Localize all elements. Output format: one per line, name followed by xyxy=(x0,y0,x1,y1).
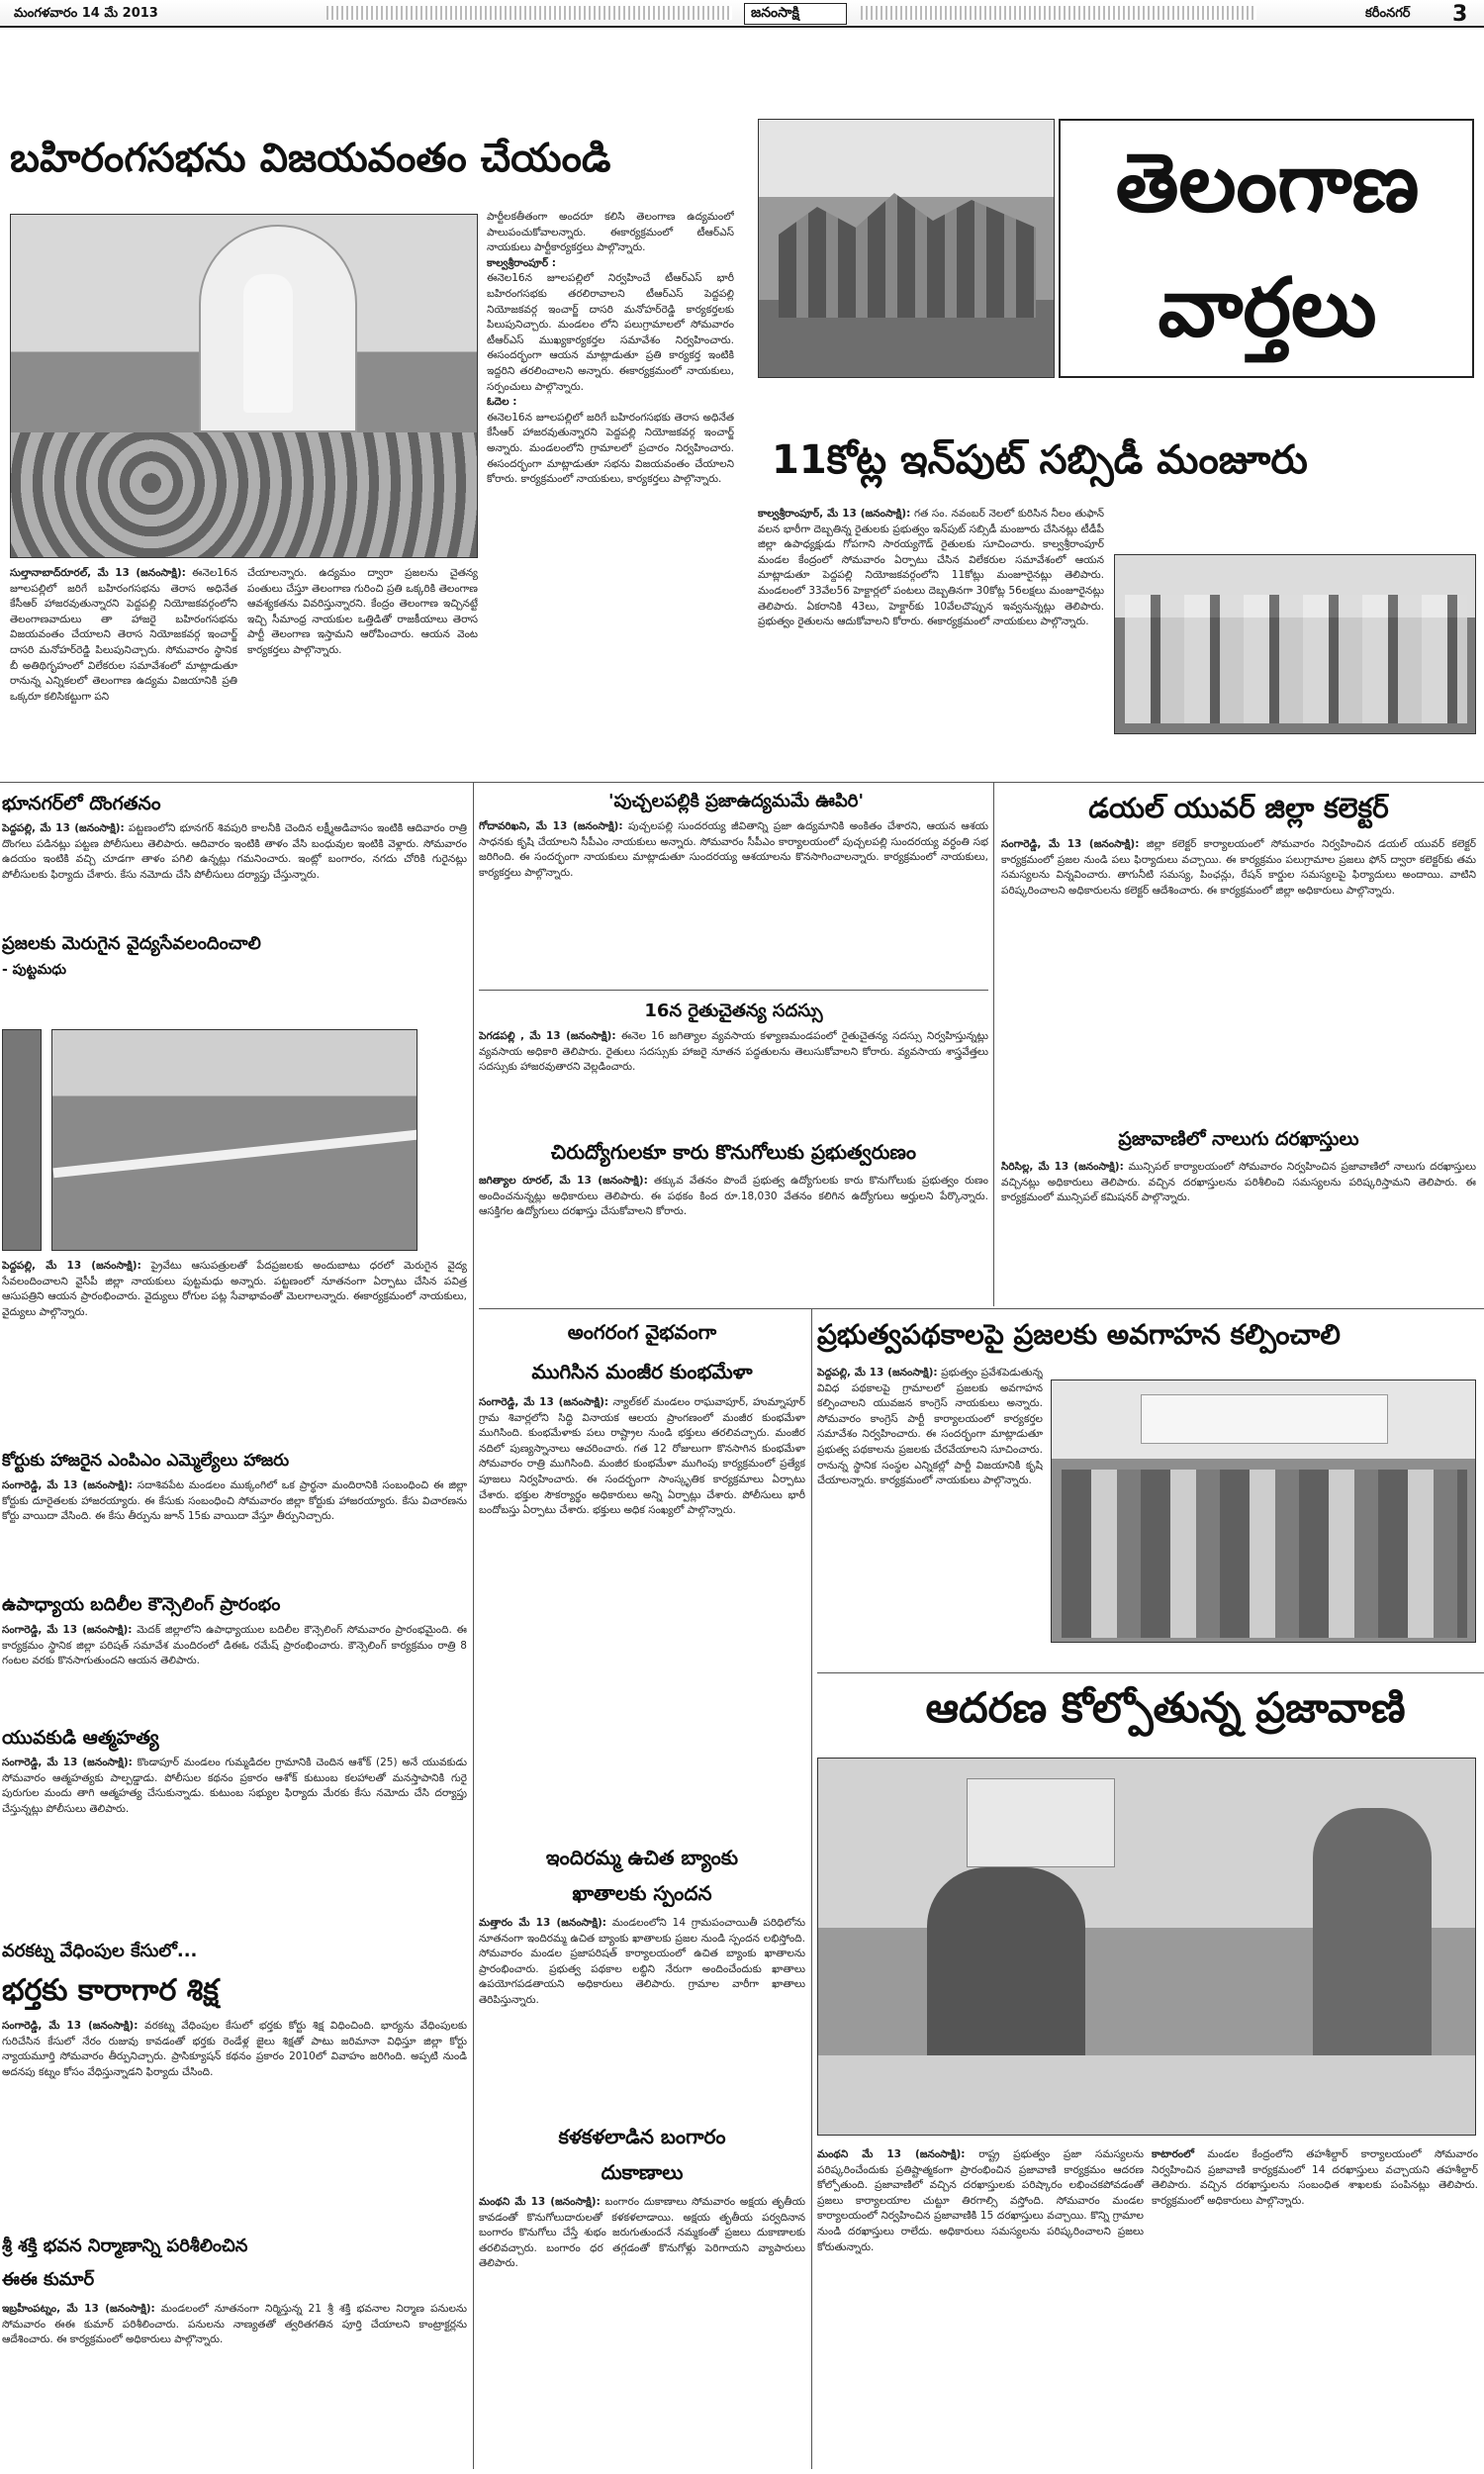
a5-headline: కోర్టుకు హాజరైన ఎంపిఎం ఎమ్మెల్యేలు హాజరు xyxy=(2,1451,290,1471)
a4-dateline: పెద్దపల్లి, మే 13 (జనంసాక్షి): xyxy=(2,1260,141,1272)
a2-photo xyxy=(1114,554,1476,734)
a9-headline-2: ఈఈ కుమార్‌ xyxy=(2,2269,95,2290)
a13-headline: డయల్‌ యువర్‌ జిల్లా కలెక్టర్‌ xyxy=(1088,792,1389,824)
a15-headline: అంగరంగ వైభవంగా xyxy=(567,1320,717,1344)
a2-photo-people xyxy=(1125,595,1467,723)
a7-dateline: సంగారెడ్డి, మే 13 (జనంసాక్షి): xyxy=(2,1757,133,1768)
a14-body: మున్సిపల్‌ కార్యాలయంలో సోమవారం నిర్వహించిన ప్రజావాణిలో నాలుగు దరఖాస్తులు వచ్చినట్లు అధికారులు తెలిపారు. వచ్చిన దరఖాస్తులను పరిశీలించి సమస్యలను పరిష్కరిస్తామని తెలిపారు. ఈ కార్యక్రమంలో మున్సిపల్‌ కమిషనర్‌ పాల్గొన్నారు. xyxy=(1001,1161,1476,1204)
a4-text xyxy=(2,1259,467,1437)
a6-headline: ఉపాధ్యాయ బదిలీల కౌన్సెలింగ్‌ ప్రారంభం xyxy=(2,1594,281,1615)
masthead-stripe-left xyxy=(326,6,732,20)
a19-photo-woman xyxy=(1313,1808,1432,2085)
a17-dateline: మంథని మే 13 (జనంసాక్షి): xyxy=(479,2196,601,2208)
a4-body: ప్రైవేటు ఆసుపత్రులతో పేదప్రజలకు అందుబాటు ధరలో మెరుగైన వైద్య సేవలందించాలని వైసీపీ జిల్లా నాయకులు పుట్టమధు అన్నారు. పట్టణంలో నూతనంగా ఏర్పాటు చేసిన పవిత్ర ఆసుపత్రిని ఆయన ప్రారంభించారు. వైద్యులు రోగుల పట్ల సేవాభావంతో మెలగాలన్నారు. ఈకార్యక్రమంలో నాయకులు, వైద్యులు పాల్గొన్నారు. xyxy=(2,1260,467,1318)
masthead-logo xyxy=(744,3,847,25)
a2-headline: 11కోట్ల ఇన్‌పుట్‌ సబ్సిడీ మంజూరు xyxy=(772,437,1308,483)
section-banner-photo xyxy=(758,119,1055,378)
a6-body: మెదక్‌ జిల్లాలోని ఉపాధ్యాయుల బదిలీల కౌన్సెలింగ్‌ సోమవారం ప్రారంభమైంది. ఈ కార్యక్రమం స్థానిక జిల్లా పరిషత్‌ సమావేశ మందిరంలో డిఈఓ రమేష్‌ ప్రారంభించారు. కౌన్సెలింగ్‌ కార్యక్రమం రాత్రి 8 గంటల వరకు కొనసాగుతుందని ఆయన తెలిపారు. xyxy=(2,1624,467,1667)
section-banner xyxy=(1059,119,1474,378)
a7-headline: యువకుడి ఆత్మహత్య xyxy=(2,1727,159,1749)
a19-subhead: కాటారంలో xyxy=(1152,2148,1194,2160)
a18-photo xyxy=(1051,1380,1476,1643)
a2-text-col1 xyxy=(758,507,1104,774)
a1-text-1: ఈనెల16న జూలపల్లిలో జరిగే బహిరంగసభను తెరాస అధినేత కేసీఆర్‌ హాజరవుతున్నారని పెద్దపల్లి నియోజకవర్గంలోని తెలంగాణవాదులు తా హాజరై బహిరంగసభను విజయవంతం చేయాలని తెరాస నియోజకవర్గ ఇంచార్జ్‌ దాసరి మనోహర్‌రెడ్డి పిలుపునిచ్చారు. సోమవారం స్థానిక బీ అతిథిగృహంలో విలేకరుల సమావేశంలో మాట్లాడుతూ రానున్న ఎన్నికలలో తెలంగాణ ఉద్యమ విజయానికి ప్రతి ఒక్కరూ కలిసికట్టుగా పని xyxy=(10,567,237,703)
a2-text-col2 xyxy=(1114,738,1476,774)
a5-body: సదాశివపేట మండలం ముక్కంగిలో ఒక ప్రార్థనా మందిరానికి సంబంధించి ఈ జిల్లా కోర్టుకు దూరైతలకు హాజరయ్యారు. ఈ కేసుకు సంబంధించి సోమవారం జిల్లా కోర్టుకు హాజరయ్యారు. కేసు విచారణను కోర్టు వాయిదా వేసింది. ఈ కేసు తీర్పును జూన్‌ 15కు వాయిదా వేస్తూ తీర్పునిచ్చారు. xyxy=(2,1479,467,1523)
masthead-stripe-right xyxy=(861,6,1256,20)
page-number: 3 xyxy=(1452,2,1468,26)
a14-headline: ప్రజావాణిలో నాలుగు దరఖాస్తులు xyxy=(1118,1128,1359,1150)
a12-dateline: జగిత్యాల రూరల్‌, మే 13 (జనంసాక్షి): xyxy=(479,1175,648,1187)
a9-body: మండలంలో నూతనంగా నిర్మిస్తున్న 21 శ్రీ శక్తి భవనాల నిర్మాణ పనులను సోమవారం ఈఈ కుమార్‌ పరిశీలించారు. పనులను నాణ్యతతో త్వరితగతిన పూర్తి చేయాలని కాంట్రాక్టర్లను ఆదేశించారు. ఈ కార్యక్రమంలో అధికారులు పాల్గొన్నారు. xyxy=(2,2303,467,2346)
a14-text xyxy=(1001,1160,1476,1300)
a19-dateline: మంథని మే 13 (జనంసాక్షి): xyxy=(817,2148,966,2160)
a18-body: ప్రభుత్వం ప్రవేశపెడుతున్న వివిధ పథకాలపై గ్రామాలలో ప్రజలకు అవగాహన కల్పించాలని యువజన కాంగ్రెస్‌ నాయకులు అన్నారు. సోమవారం కాంగ్రెస్‌ పార్టీ కార్యాలయంలో కార్యకర్తల సమావేశం నిర్వహించారు. ఈ సందర్భంగా మాట్లాడుతూ ప్రభుత్వ పథకాలను ప్రజలకు చేరవేయాలని సూచించారు. రానున్న స్థానిక సంస్థల ఎన్నికల్లో పార్టీ విజయానికి కృషి చేయాలన్నారు. కార్యక్రమంలో నాయకులు పాల్గొన్నారు. xyxy=(817,1367,1043,1487)
a2-dateline: కాల్వశ్రీరాంపూర్‌, మే 13 (జనంసాక్షి): xyxy=(758,508,911,520)
a19-photo xyxy=(817,1758,1476,2136)
masthead-district: కరీంనగర్ xyxy=(1365,6,1411,21)
a13-body: జిల్లా కలెక్టర్‌ కార్యాలయంలో సోమవారం నిర్వహించిన డయల్‌ యువర్‌ కలెక్టర్‌ కార్యక్రమంలో ప్రజల నుండి పలు ఫిర్యాదులు వచ్చాయి. ఈ కార్యక్రమం పలుగ్రామాల ప్రజలు ఫోన్‌ ద్వారా కలెక్టర్‌కు తమ సమస్యలను విన్నవించారు. తాగునీటి సమస్య, పింఛన్లు, రేషన్‌ కార్డుల సమస్యలపై ఫిర్యాదులు అందాయి. వాటిని పరిష్కరించాలని అధికారులను కలెక్టర్‌ ఆదేశించారు. ఈ కార్యక్రమంలో జిల్లా అధికారులు పాల్గొన్నారు. xyxy=(1001,838,1476,897)
a15-dateline: సంగారెడ్డి, మే 13 (జనంసాక్షి): xyxy=(479,1396,609,1408)
a17-headline: కళకళలాడిన బంగారం xyxy=(558,2125,726,2148)
a1-text-4: ఈనెల16న జూలపల్లిలో నిర్వహించే టీఆర్‌ఎస్‌ భారీ బహిరంగసభకు తరలిరావాలని టీఆర్‌ఎస్‌ పెద్దపల్లి నియోజకవర్గ ఇంచార్జ్‌ దాసరి మనోహర్‌రెడ్డి కార్యకర్తలకు పిలుపునిచ్చారు. మండలం లోని పలుగ్రామాలలో సోమవారం టీఆర్‌ఎస్‌ ముఖ్యకార్యకర్తల సమావేశం నిర్వహించారు. ఈసందర్భంగా ఆయన మాట్లాడుతూ ప్రతి కార్యకర్త ఇంటికి ఇద్దరిని తరలించాలని అన్నారు. ఈకార్యక్రమంలో నాయకులు, సర్పంచులు పాల్గొన్నారు. xyxy=(487,272,734,393)
masthead-date: మంగళవారం 14 మే 2013 xyxy=(14,6,158,21)
divider-right-3 xyxy=(817,1672,1484,1673)
a12-text xyxy=(479,1174,988,1302)
a1-subhead-1: కాల్వశ్రీరాంపూర్‌ : xyxy=(487,256,557,269)
divider-mid-2 xyxy=(479,1308,1484,1309)
a5-text xyxy=(2,1478,467,1583)
a19-text-col2 xyxy=(1152,2147,1478,2466)
a3-body: పట్టణంలోని భూనగర్‌ శివపురి కాలనీకి చెందిన లక్ష్మీఅడివాసం ఇంటికి ఆదివారం రాత్రి దొంగలు పడినట్లు పట్టణ పోలీసులు తెలిపారు. ఆదివారం ఇంటికి తాళం వేసి బంధువుల ఇంటికి వెళ్లారు. సోమవారం ఉదయం ఇంటికి వచ్చి చూడగా తాళం పగిలి ఉన్నట్లు గమనించారు. ఇంట్లో బంగారం, నగదు చోరికి గురైనట్లు పోలీసులకు ఫిర్యాదు చేశారు. కేసు నమోదు చేసి పోలీసులు దర్యాప్తు చేస్తున్నారు. xyxy=(2,822,467,881)
a6-dateline: సంగారెడ్డి, మే 13 (జనంసాక్షి): xyxy=(2,1624,133,1636)
divider-top-left xyxy=(0,782,1484,783)
masthead-paper-name: జనంసాక్షి xyxy=(751,5,799,21)
a4-headline: ప్రజలకు మెరుగైన వైద్యసేవలందించాలి xyxy=(2,933,261,954)
a18-headline: ప్రభుత్వపథకాలపై ప్రజలకు అవగాహన కల్పించాలి xyxy=(817,1318,1341,1351)
a8-body: వరకట్న వేధింపుల కేసులో భర్తకు కోర్టు శిక్ష విధించింది. భార్యను వేధింపులకు గురిచేసిన కేసులో నేరం రుజువు కావడంతో భర్తకు రెండేళ్ల జైలు శిక్షతో పాటు జరిమానా విధిస్తూ జిల్లా కోర్టు న్యాయమూర్తి సోమవారం తీర్పునిచ్చారు. ప్రాసిక్యూషన్‌ కథనం ప్రకారం 2010లో వివాహం జరిగింది. అప్పటి నుండి అదనపు కట్నం కోసం వేధిస్తున్నాడని ఫిర్యాదు చేసింది. xyxy=(2,2020,467,2078)
a19-headline: ఆదరణ కోల్పోతున్న ప్రజావాణి xyxy=(925,1683,1406,1732)
a11-text xyxy=(479,1029,988,1128)
a8-headline: భర్తకు కారాగార శిక్ష xyxy=(2,1973,219,2008)
a15-body: న్యాల్‌కల్‌ మండలం రాఘవాపూర్‌, హుమ్నాపూర్‌ గ్రామ శివార్లలోని సిద్ధి వినాయక ఆలయ ప్రాంగణంలో మంజీర కుంభమేళా ముగిసింది. కుంభమేళాకు పలు రాష్ట్రాల నుండి భక్తులు తరలివచ్చారు. మంజీర నదిలో పుణ్యస్నానాలు ఆచరించారు. గత 12 రోజులుగా కొనసాగిన కుంభమేళా సోమవారం రాత్రి ముగిసింది. మంజీర కుంభమేళా ముగింపు కార్యక్రమంలో ప్రత్యేక పూజలు నిర్వహించారు. ఈ సందర్భంగా సాంస్కృతిక కార్యక్రమాలు ఏర్పాటు చేశారు. భక్తుల సౌకర్యార్థం అధికారులు అన్ని ఏర్పాట్లు చేశారు. పోలీసులు భారీ బందోబస్తు ఏర్పాటు చేశారు. భక్తులు అధిక సంఖ్యలో పాల్గొన్నారు. xyxy=(479,1396,805,1517)
section-title-line2: వార్తలు xyxy=(1158,261,1377,355)
a16-dateline: మత్తారం మే 13 (జనంసాక్షి): xyxy=(479,1917,606,1929)
a12-headline: చిరుద్యోగులకూ కారు కొనుగోలుకు ప్రభుత్వరుణం xyxy=(550,1140,917,1164)
a14-dateline: సిరిసిల్ల, మే 13 (జనంసాక్షి): xyxy=(1001,1161,1124,1173)
a16-headline-2: ఖాతాలకు స్పందన xyxy=(572,1881,712,1905)
a18-photo-banner xyxy=(1141,1394,1388,1444)
a4-photo-1 xyxy=(2,1029,42,1251)
a5-dateline: సంగారెడ్డి, మే 13 (జనంసాక్షి): xyxy=(2,1479,133,1491)
a10-headline: 'పుచ్చలపల్లికి ప్రజాఉద్యమమే ఊపిరి' xyxy=(608,791,864,811)
divider-mid-1 xyxy=(479,990,988,991)
divider-col-left xyxy=(473,782,474,2469)
a18-photo-people xyxy=(1062,1470,1467,1638)
a8-dateline: సంగారెడ్డి, మే 13 (జనంసాక్షి): xyxy=(2,2020,139,2032)
a1-photo-crowd xyxy=(11,432,478,558)
a11-headline: 16న రైతుచైతన్య సదస్సు xyxy=(644,1000,823,1021)
a1-text-2: చేయాలన్నారు. ఉద్యమం ద్వారా ప్రజలను చైతన్య పంతులు చేస్తూ తెలంగాణ గురించి ప్రతి ఒక్కరికి తెలంగాణ ఆవశ్యకతను వివరిస్తున్నారని. కేంద్రం తెలంగాణ ఇచ్చినట్టే ఇచ్చి సీమాంధ్ర నాయకుల ఒత్తిడితో రాజకీయాలు తెరాస పార్టీ తెలంగాణ ఇస్తామని ఆరోపించారు. ఆయన వెంట కార్యకర్తలు పాల్గొన్నారు. xyxy=(247,567,478,656)
a11-body: ఈనెల 16 జగిత్యాల వ్యవసాయ కళ్యాణమండపంలో రైతుచైతన్య సదస్సు నిర్వహిస్తున్నట్లు వ్యవసాయ అధికారి తెలిపారు. రైతులు సదస్సుకు హాజరై నూతన పద్ధతులను తెలుసుకోవాలని కోరారు. వ్యవసాయ శాస్త్రవేత్తలు సదస్సుకు హాజరవుతారని వెల్లడించారు. xyxy=(479,1030,988,1074)
a17-body: బంగారం దుకాణాలు సోమవారం అక్షయ తృతీయ కావడంతో కొనుగోలుదారులతో కళకళలాడాయి. అక్షయ తృతీయ పర్వదినాన బంగారం కొనుగోలు చేస్తే శుభం జరుగుతుందనే నమ్మకంతో ప్రజలు దుకాణాలకు తరలివచ్చారు. బంగారం ధర తగ్గడంతో కొనుగోళ్లు పెరిగాయని వ్యాపారులు తెలిపారు. xyxy=(479,2196,805,2270)
a3-headline: భూనగర్‌లో దొంగతనం xyxy=(2,793,161,814)
divider-col-mid xyxy=(993,782,994,1306)
a7-body: కొండాపూర్‌ మండలం గుమ్మడిదల గ్రామానికి చెందిన ఆశోక్‌ (25) అనే యువకుడు సోమవారం ఆత్మహత్యకు పాల్పడ్డాడు. పోలీసుల కథనం ప్రకారం ఆశోక్‌ కుటుంబ కలహాలతో మనస్తాపానికి గురై పురుగుల మందు తాగి ఆత్మహత్య చేసుకున్నాడు. కుటుంబ సభ్యుల ఫిర్యాదు మేరకు కేసు నమోదు చేసి దర్యాప్తు చేస్తున్నట్లు పోలీసులు తెలిపారు. xyxy=(2,1757,467,1815)
divider-col-narrow xyxy=(811,1308,812,2469)
a2-text: గత సం. నవంబర్‌ నెలలో కురిసిన నీలం తుఫాన్‌ వలన భారీగా దెబ్బతిన్న రైతులకు ప్రభుత్వం ఇన్‌పుట్‌ సబ్సిడీ మంజూరు చేసినట్లు టీడీపీ జిల్లా ఉపాధ్యక్షుడు గోపగాని సారయ్యగౌడ్‌ రైతులకు సూచించారు. కాల్వశ్రీరాంపూర్‌ మండల కేంద్రంలో సోమవారం ఏర్పాటు చేసిన విలేకరుల సమావేశంలో ఆయన మాట్లాడుతూ పెద్దపల్లి నియోజకవర్గంలోని 11కోట్లు మంజూరైనట్లు తెలిపారు. మండలంలో 33వేల56 హెక్టార్లలో పంటలు దెబ్బతినగా 30కోట్ల 56లక్షలు మంజూరైనట్లు తెలిపారు. ఏకరానికి 43లు, హెక్టార్‌కు 10వేలచొప్పున ఇవ్వనున్నట్లు తెలిపారు. ప్రభుత్వం రైతులను ఆదుకోవాలని కోరారు. ఈకార్యక్రమంలో నాయకులు పాల్గొన్నారు. xyxy=(758,508,1104,628)
a1-text-3: పార్టీలకతీతంగా అందరూ కలిసి తెలంగాణ ఉద్యమంలో పాలుపంచుకోవాలన్నారు. ఈకార్యక్రమంలో టీఆర్‌ఎస్‌ నాయకులు పార్టీకార్యకర్తలు పాల్గొన్నారు. xyxy=(487,211,734,254)
a19-photo-map xyxy=(967,1778,1115,1867)
a1-col2 xyxy=(247,566,478,784)
ribbon xyxy=(52,1130,417,1179)
a8-text xyxy=(2,2019,467,2227)
a9-text xyxy=(2,2302,467,2466)
a10-body: పుచ్చలపల్లి సుందరయ్య జీవితాన్ని ప్రజా ఉద్యమానికి అంకితం చేశారని, ఆయన ఆశయ సాధనకు కృషి చేయాలని సీపీఎం నాయకులు అన్నారు. సోమవారం సీపీఎం కార్యాలయంలో పుచ్చలపల్లి సుందరయ్య వర్ధంతి సభ జరిగింది. ఈ సందర్భంగా నాయకులు మాట్లాడుతూ సుందరయ్య ఆశయాలను కొనసాగించాలన్నారు. కార్యక్రమంలో నాయకులు, కార్యకర్తలు పాల్గొన్నారు. xyxy=(479,820,988,879)
section-title-line1: తెలంగాణ xyxy=(1115,137,1420,231)
a16-headline: ఇందిరమ్మ ఉచిత బ్యాంకు xyxy=(545,1846,739,1869)
a13-text xyxy=(1001,837,1476,1118)
a1-headline: బహిరంగసభను విజయవంతం చేయండి xyxy=(10,136,611,181)
a15-headline-2: ముగిసిన మంజీర కుంభమేళా xyxy=(531,1360,753,1383)
a19-text-col1 xyxy=(817,2147,1144,2466)
a19-body: రాష్ట్ర ప్రభుత్వం ప్రజా సమస్యలను పరిష్కరించేందుకు ప్రతిష్టాత్మకంగా ప్రారంభించిన ప్రజావాణి కార్యక్రమం ఆదరణ కోల్పోతుంది. ప్రజావాణిలో వచ్చిన దరఖాస్తులకు పరిష్కారం లభించకపోవడంతో ప్రజలు కార్యాలయాల చుట్టూ తిరగాల్సి వస్తోంది. సోమవారం మండల కార్యాలయంలో నిర్వహించిన ప్రజావాణికి 15 దరఖాస్తులు వచ్చాయి. కొన్ని గ్రామాల నుండి దరఖాస్తులు రాలేదు. అధికారులు సమస్యలను పరిష్కరించాలని ప్రజలు కోరుతున్నారు. xyxy=(817,2148,1144,2253)
a19-photo-desk xyxy=(818,2055,1476,2136)
a18-text xyxy=(817,1366,1043,1663)
a1-photo-speaker xyxy=(243,274,293,413)
a8-kicker: వరకట్న వేధింపుల కేసులో... xyxy=(2,1941,198,1961)
a6-text xyxy=(2,1623,467,1716)
a3-dateline: పెద్దపల్లి, మే 13 (జనంసాక్షి): xyxy=(2,822,125,834)
a18-dateline: పెద్దపల్లి, మే 13 (జనంసాక్షి): xyxy=(817,1367,938,1379)
a3-text xyxy=(2,821,467,920)
a10-dateline: గోదావరిఖని, మే 13 (జనంసాక్షి): xyxy=(479,820,623,832)
a4-byline: - పుట్టమధు xyxy=(2,962,67,978)
fort-ruins xyxy=(779,179,1036,318)
a1-photo xyxy=(10,214,478,558)
a1-col1 xyxy=(10,566,237,784)
a11-dateline: పెగడపల్లి , మే 13 (జనంసాక్షి): xyxy=(479,1030,616,1042)
a10-text xyxy=(479,819,988,990)
a15-text xyxy=(479,1395,805,1831)
a12-body: తక్కువ వేతనం పొందే ప్రభుత్వ ఉద్యోగులకు కారు కొనుగోలుకు ప్రభుత్వం రుణం అందించనున్నట్లు అధికారులు తెలిపారు. ఈ పథకం కింద రూ.18,030 వేతనం కలిగిన ఉద్యోగులు అర్హులని పేర్కొన్నారు. ఆసక్తిగల ఉద్యోగులు దరఖాస్తు చేసుకోవాలని కోరారు. xyxy=(479,1175,988,1218)
a16-text xyxy=(479,1916,805,2114)
a16-body: మండలంలోని 14 గ్రామపంచాయితీ పరిధిలోను నూతనంగా ఇందిరమ్మ ఉచిత బ్యాంకు ఖాతాలకు ప్రజల నుండి స్పందన లభిస్తోంది. సోమవారం మండల ప్రజాపరిషత్‌ కార్యాలయంలో ఉచిత బ్యాంకు ఖాతాలను ప్రారంభించారు. ప్రభుత్వ పథకాల లబ్ధిని నేరుగా అందించేందుకు ఖాతాలు ఉపయోగపడతాయని అధికారులు తెలిపారు. గ్రామాల వారీగా ఖాతాలు తెరిపిస్తున్నారు. xyxy=(479,1917,805,2006)
a17-headline-2: దుకాణాలు xyxy=(601,2160,684,2184)
a1-col3 xyxy=(487,210,734,784)
a9-headline: శ్రీ శక్తి భవన నిర్మాణాన్ని పరిశీలించిన xyxy=(2,2236,248,2256)
a1-subhead-2: ఓదెల : xyxy=(487,396,517,409)
a17-text xyxy=(479,2195,805,2466)
a9-dateline: ఇబ్రహీంపట్నం, మే 13 (జనంసాక్షి): xyxy=(2,2303,155,2315)
masthead-bar xyxy=(0,0,1484,28)
a7-text xyxy=(2,1756,467,1924)
a19-body-2: మండల కేంద్రంలోని తహశీల్దార్‌ కార్యాలయంలో సోమవారం నిర్వహించిన ప్రజావాణి కార్యక్రమంలో 14 దరఖాస్తులు వచ్చాయని తహశీల్దార్‌ తెలిపారు. వచ్చిన దరఖాస్తులను సంబంధిత శాఖలకు పంపినట్లు తెలిపారు. కార్యక్రమంలో అధికారులు పాల్గొన్నారు. xyxy=(1152,2148,1478,2207)
a1-text-5: ఈనెల16న జూలపల్లిలో జరిగే బహిరంగసభకు తెరాస అధినేత కేసీఆర్‌ హాజరవుతున్నారని పెద్దపల్లి నియోజకవర్గ ఇంచార్జ్‌ అన్నారు. మండలంలోని గ్రామాలలో ప్రచారం నిర్వహించారు. ఈసందర్భంగా మాట్లాడుతూ సభను విజయవంతం చేయాలని కోరారు. కార్యక్రమంలో నాయకులు, కార్యకర్తలు పాల్గొన్నారు. xyxy=(487,411,734,486)
a13-dateline: సంగారెడ్డి, మే 13 (జనంసాక్షి): xyxy=(1001,838,1140,850)
a4-photo-2 xyxy=(51,1029,417,1251)
a1-dateline: సుల్తానాబాద్‌రూరల్‌, మే 13 (జనంసాక్షి): xyxy=(10,567,186,579)
